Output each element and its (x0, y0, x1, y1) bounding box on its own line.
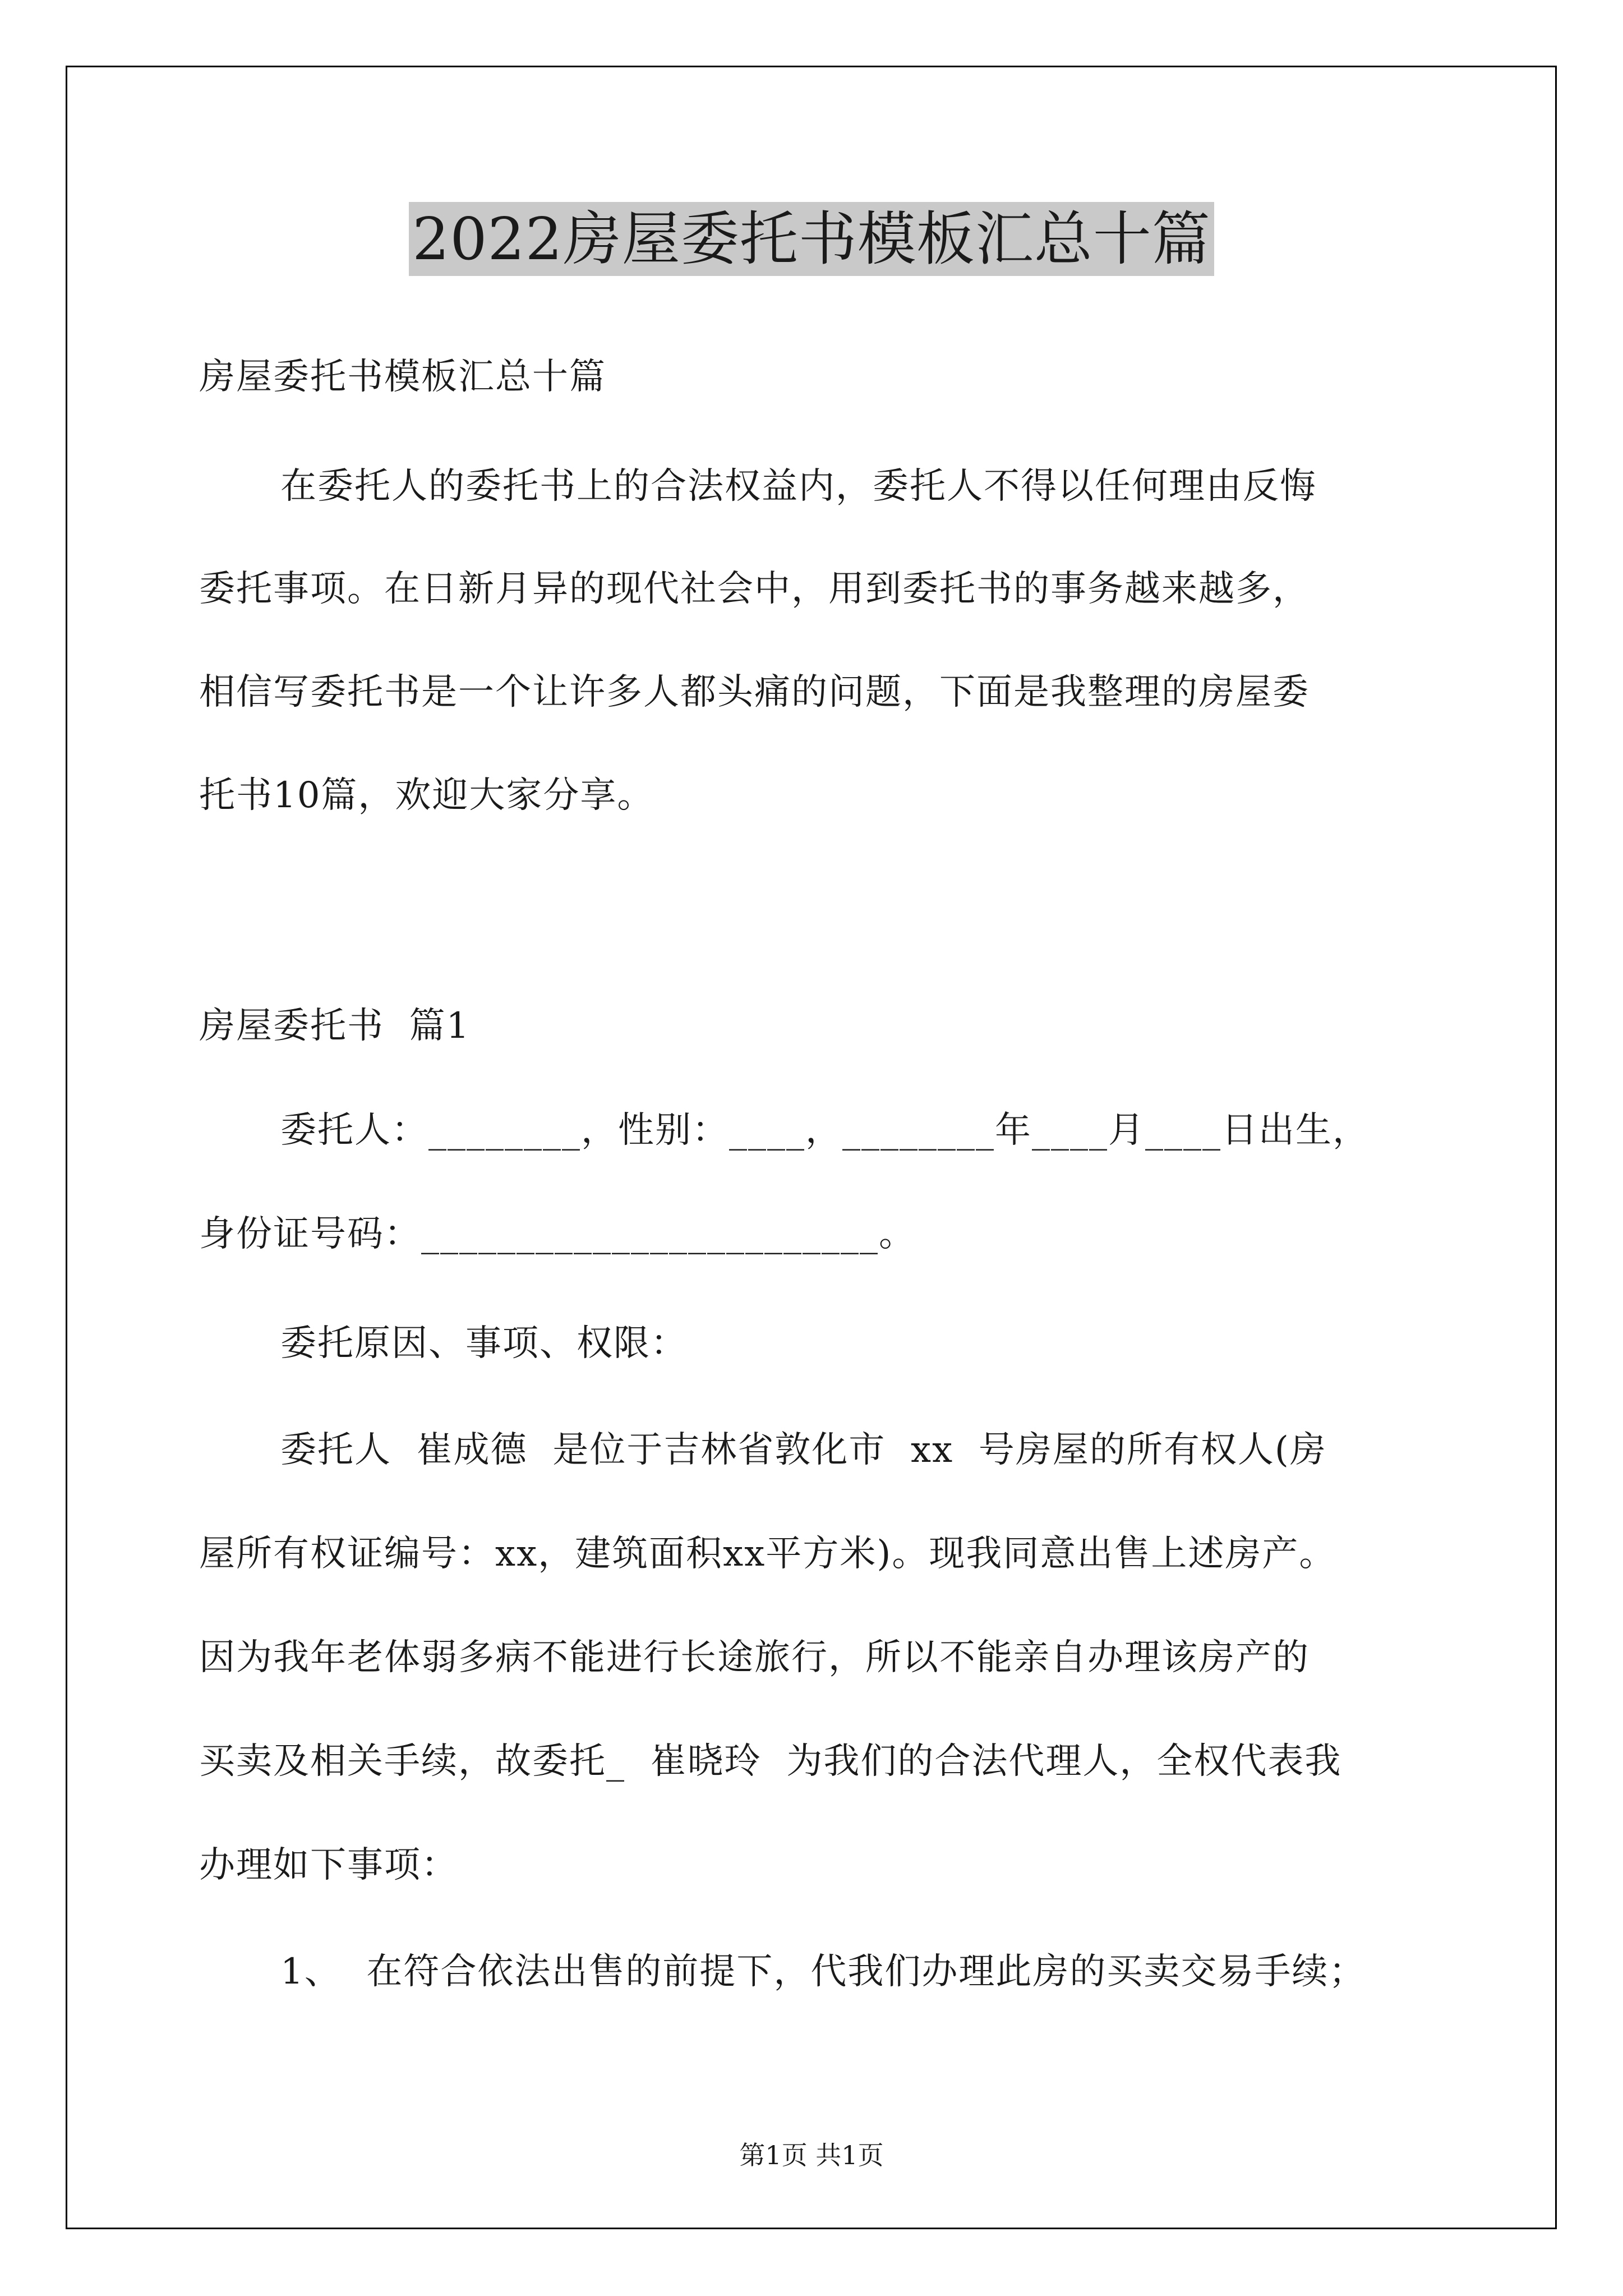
id-number-line: 身份证号码：________________________。 (199, 1213, 916, 1255)
intro-line-3: 相信写委托书是一个让许多人都头痛的问题，下面是我整理的房屋委 (199, 671, 1310, 713)
body-line-1: 委托人 崔成德 是位于吉林省敦化市 xx 号房屋的所有权人(房 (280, 1429, 1327, 1471)
principal-line: 委托人：________，性别：____，________年____月____日出生， (280, 1110, 1370, 1151)
item-1: 1、 在符合依法出售的前提下，代我们办理此房的买卖交易手续； (280, 1951, 1366, 1993)
intro-line-1: 在委托人的委托书上的合法权益内，委托人不得以任何理由反悔 (280, 466, 1317, 507)
reason-heading: 委托原因、事项、权限： (280, 1323, 688, 1364)
document-subtitle: 房屋委托书模板汇总十篇 (199, 356, 606, 398)
section-heading: 房屋委托书 篇1 (199, 1005, 471, 1047)
body-line-3: 因为我年老体弱多病不能进行长途旅行，所以不能亲自办理该房产的 (199, 1637, 1310, 1678)
intro-line-4: 托书10篇，欢迎大家分享。 (199, 775, 654, 816)
body-line-5: 办理如下事项： (199, 1844, 458, 1886)
body-line-2: 屋所有权证编号：xx，建筑面积xx平方米)。现我同意出售上述房产。 (199, 1533, 1336, 1575)
intro-line-2: 委托事项。在日新月异的现代社会中，用到委托书的事务越来越多， (199, 568, 1310, 610)
page-footer: 第1页 共1页 (739, 2140, 884, 2170)
document-title: 2022房屋委托书模板汇总十篇 (409, 202, 1214, 276)
body-line-4: 买卖及相关手续，故委托_ 崔晓玲 为我们的合法代理人，全权代表我 (199, 1741, 1342, 1782)
